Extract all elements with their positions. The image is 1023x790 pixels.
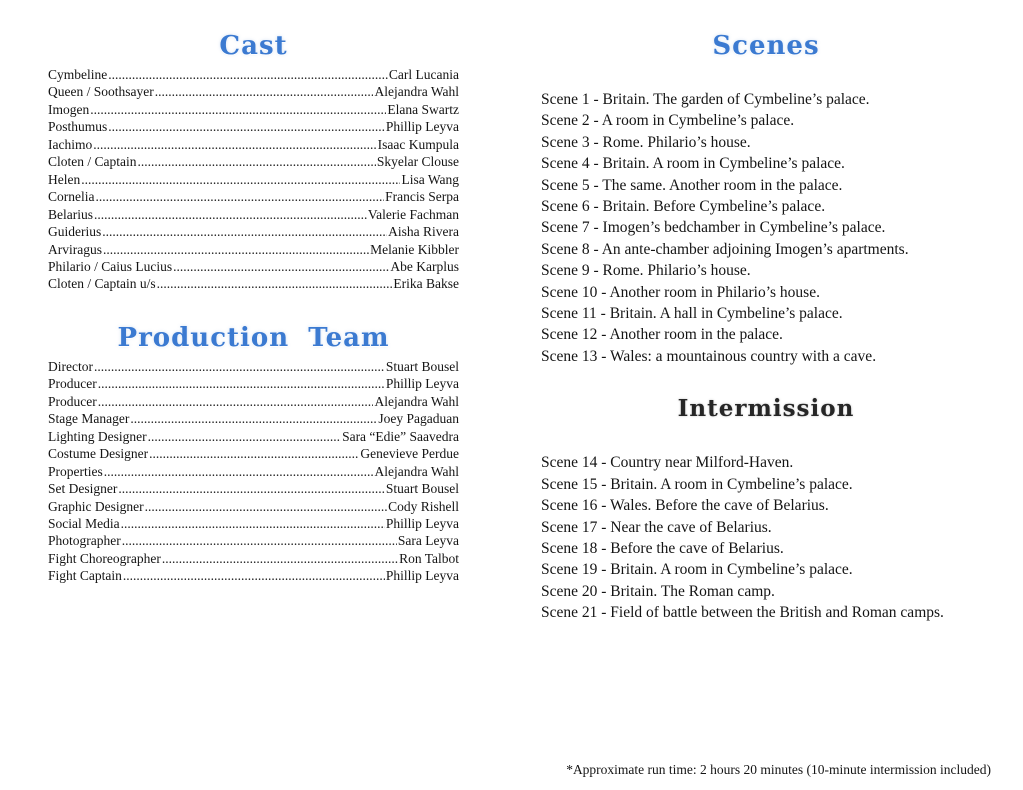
cast-role: Cloten / Captain u/s [48,276,156,292]
production-name: Alejandra Wahl [374,393,459,409]
scene-item: Scene 4 - Britain. A room in Cymbeline’s palace. [541,155,845,173]
cast-name: Skyelar Clouse [376,154,459,170]
production-team-row [48,515,459,532]
dotted-leader [102,223,387,240]
dotted-leader [149,445,359,462]
scene-item: Scene 9 - Rome. Philario’s house. [541,262,751,280]
scene-item: Scene 20 - Britain. The Roman camp. [541,582,775,600]
cast-row [48,171,459,188]
dotted-leader [155,83,374,100]
scene-item: Scene 17 - Near the cave of Belarius. [541,518,772,536]
dotted-leader [162,550,398,567]
production-role: Producer [48,376,97,392]
cast-row [48,206,459,223]
cast-role: Queen / Soothsayer [48,84,154,100]
scenes-title: Scenes [712,31,820,61]
cast-row [48,258,459,275]
cast-name: Isaac Kumpula [377,136,459,152]
production-name: Genevieve Perdue [360,446,459,462]
production-team-row [48,445,459,462]
cast-role: Philario / Caius Lucius [48,258,173,274]
left-column [48,30,459,585]
production-team-row [48,358,459,375]
cast-role: Guiderius [48,224,102,240]
dotted-leader [121,515,385,532]
dotted-leader [118,480,385,497]
cast-row [48,118,459,135]
production-name: Joey Pagaduan [378,411,459,427]
cast-row [48,101,459,118]
cast-role: Posthumus [48,119,108,135]
production-role: Fight Choreographer [48,550,161,566]
scene-item: Scene 13 - Wales: a mountainous country with a cave. [541,347,877,365]
dotted-leader [81,171,400,188]
scene-item: Scene 21 - Field of battle between the British and Roman camps. [541,604,944,622]
production-role: Fight Captain [48,568,122,584]
dotted-leader [122,532,397,549]
dotted-leader [93,136,376,153]
production-name: Cody Rishell [388,498,459,514]
cast-row [48,223,459,240]
dotted-leader [96,188,385,205]
scenes-act2-list [541,452,991,623]
dotted-leader [94,358,385,375]
cast-name: Abe Karplus [390,258,459,274]
production-name: Stuart Bousel [385,358,459,374]
scene-item: Scene 10 - Another room in Philario’s house. [541,283,820,301]
production-role: Social Media [48,515,120,531]
cast-row [48,66,459,83]
production-name: Phillip Leyva [385,568,459,584]
dotted-leader [173,258,389,275]
cast-row [48,188,459,205]
cast-role: Cornelia [48,189,95,205]
production-name: Sara “Edie” Saavedra [342,428,459,444]
dotted-leader [145,498,388,515]
cast-role: Belarius [48,206,93,222]
production-name: Phillip Leyva [385,376,459,392]
cast-role: Arviragus [48,241,102,257]
production-team-row [48,550,459,567]
scene-item: Scene 12 - Another room in the palace. [541,326,783,344]
cast-role: Imogen [48,101,90,117]
scene-item: Scene 11 - Britain. A hall in Cymbeline’s palace. [541,305,843,323]
production-team-list [48,358,459,585]
production-name: Stuart Bousel [385,481,459,497]
scene-item: Scene 16 - Wales. Before the cave of Belarius. [541,497,829,515]
scene-item: Scene 18 - Before the cave of Belarius. [541,539,784,557]
runtime-note: *Approximate run time: 2 hours 20 minutes (10-minute intermission included) [566,762,991,777]
production-name: Ron Talbot [399,550,459,566]
cast-name: Erika Bakse [393,276,459,292]
cast-name: Carl Lucania [388,67,459,82]
production-team-row [48,463,459,480]
production-team-row [48,428,459,445]
production-team-title: Production Team [117,322,390,353]
production-team-row [48,567,459,584]
production-team-row [48,480,459,497]
cast-role: Cloten / Captain [48,154,137,170]
dotted-leader [98,393,374,410]
cast-row [48,241,459,258]
scene-item: Scene 7 - Imogen’s bedchamber in Cymbeline’s palace. [541,219,886,237]
scene-item: Scene 8 - An ante-chamber adjoining Imogen’s apartments. [541,240,909,258]
dotted-leader [157,275,393,292]
production-name: Sara Leyva [397,533,459,549]
cast-list [48,66,459,293]
dotted-leader [103,241,369,258]
dotted-leader [104,463,374,480]
cast-role: Cymbeline [48,67,108,82]
production-role: Costume Designer [48,446,149,462]
cast-row [48,153,459,170]
scene-item: Scene 3 - Rome. Philario’s house. [541,133,751,151]
dotted-leader [98,375,385,392]
dotted-leader [123,567,385,584]
production-role: Producer [48,393,97,409]
production-role: Graphic Designer [48,498,144,514]
dotted-leader [94,206,367,223]
production-team-row [48,532,459,549]
scene-item: Scene 14 - Country near Milford-Haven. [541,454,794,472]
cast-role: Helen [48,171,81,187]
scene-item: Scene 5 - The same. Another room in the palace. [541,176,843,194]
dotted-leader [108,66,388,83]
production-team-row [48,393,459,410]
scene-item: Scene 1 - Britain. The garden of Cymbeline’s palace. [541,91,870,108]
production-team-row [48,375,459,392]
cast-row [48,136,459,153]
production-role: Stage Manager [48,411,130,427]
cast-title: Cast [219,31,288,61]
production-role: Set Designer [48,481,118,497]
dotted-leader [148,428,341,445]
cast-name: Valerie Fachman [367,206,459,222]
production-role: Director [48,358,93,374]
dotted-leader [130,410,377,427]
scene-item: Scene 19 - Britain. A room in Cymbeline’s palace. [541,561,853,579]
cast-row [48,275,459,292]
production-name: Alejandra Wahl [374,463,459,479]
scene-item: Scene 6 - Britain. Before Cymbeline’s palace. [541,198,826,216]
production-team-row [48,410,459,427]
dotted-leader [90,101,386,118]
production-role: Lighting Designer [48,428,147,444]
scenes-act1-list [541,89,991,367]
intermission-title: Intermission [677,395,855,423]
cast-role: Iachimo [48,136,93,152]
scene-item: Scene 15 - Britain. A room in Cymbeline’s palace. [541,475,853,493]
production-team-row [48,498,459,515]
cast-row [48,83,459,100]
cast-name: Lisa Wang [401,171,459,187]
production-name: Phillip Leyva [385,515,459,531]
cast-name: Francis Serpa [385,189,459,205]
cast-name: Aisha Rivera [388,224,459,240]
scene-item: Scene 2 - A room in Cymbeline’s palace. [541,112,795,130]
dotted-leader [138,153,376,170]
cast-name: Elana Swartz [387,101,459,117]
production-role: Properties [48,463,103,479]
right-column [541,30,991,624]
production-role: Photographer [48,533,121,549]
cast-name: Melanie Kibbler [370,241,459,257]
cast-name: Alejandra Wahl [374,84,459,100]
dotted-leader [108,118,385,135]
cast-name: Phillip Leyva [385,119,459,135]
